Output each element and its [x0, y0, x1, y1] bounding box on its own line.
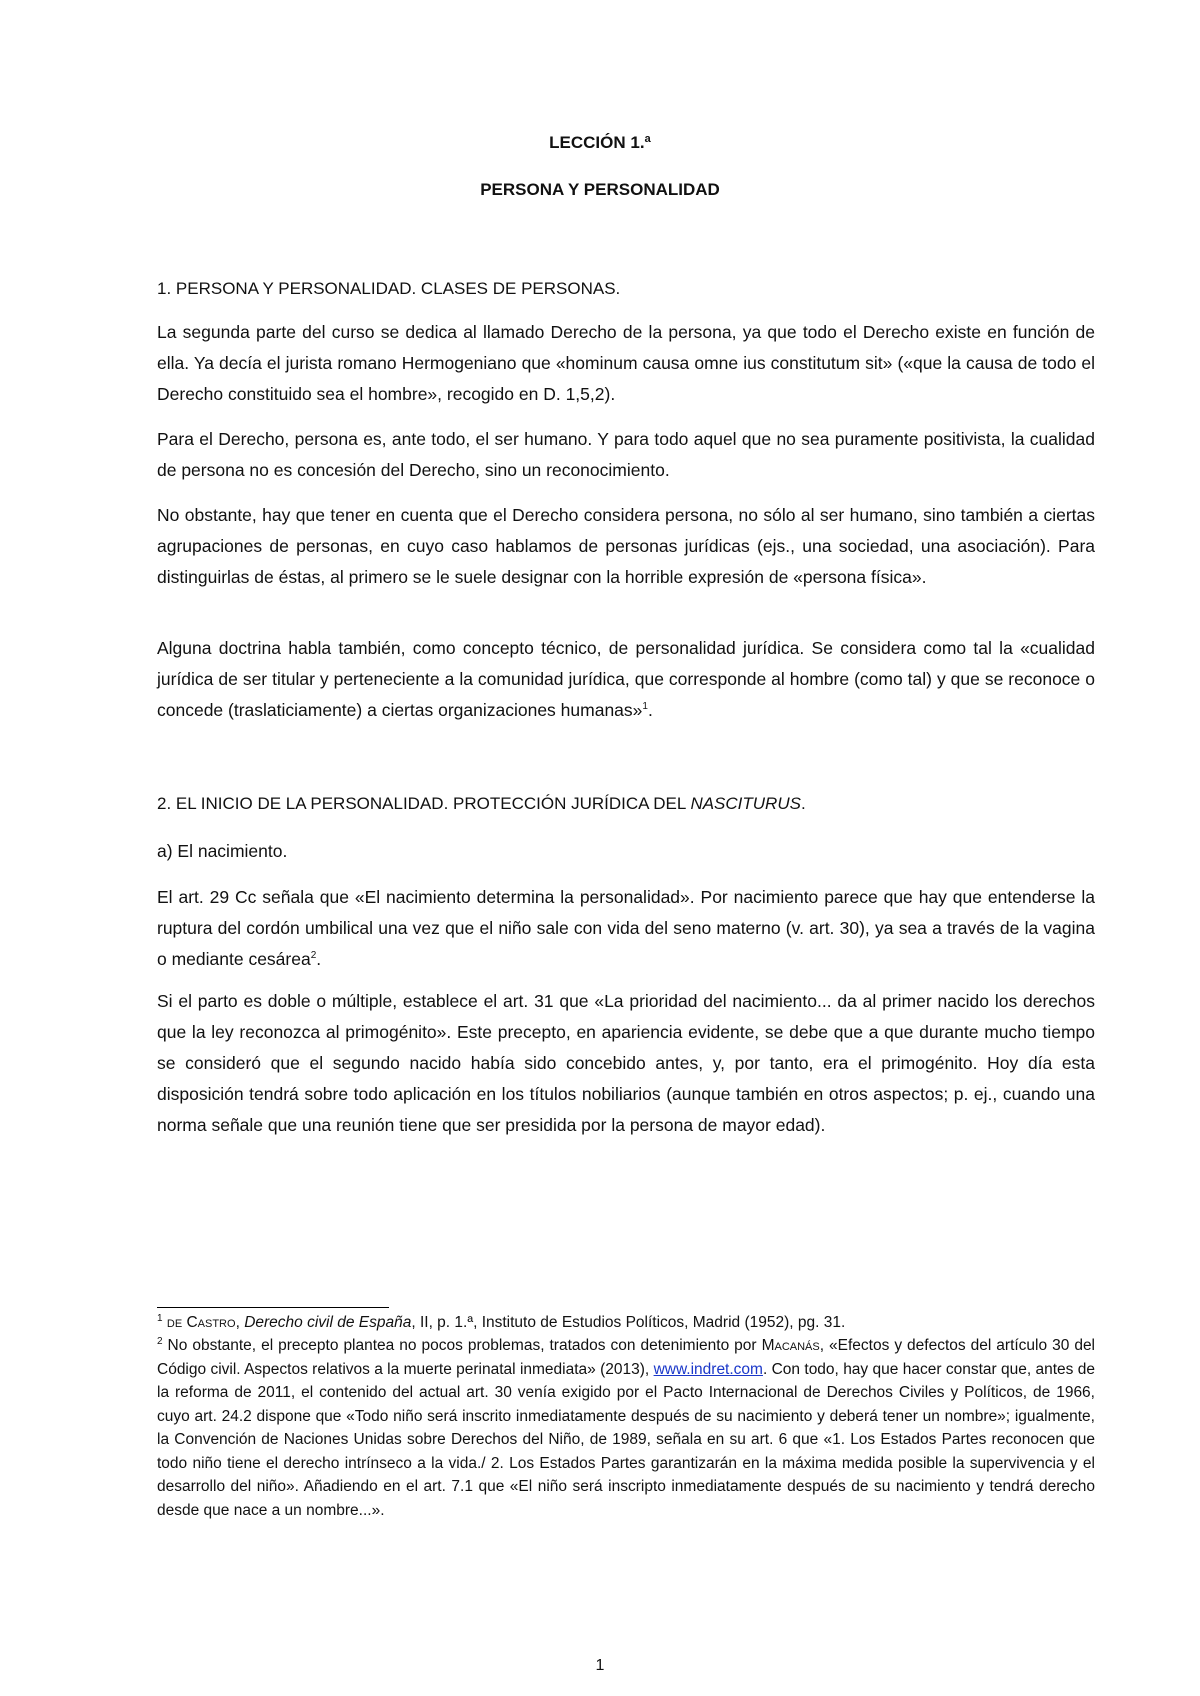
section2-paragraph-2: Si el parto es doble o múltiple, establece el art. 31 que «La prioridad del nacimiento... da al primer nacido los derechos que la ley reconozca al primogénito». Este precepto, en apariencia evidente, se debe que a que durante mucho tiempo se consideró que el segundo nacido había sido concebido antes, y, por tanto, era el primogénito. Hoy día esta disposición tendrá sobre todo aplicación en los títulos nobiliarios (aunque también en otros aspectos; p. ej., cuando una norma señale que una reunión tiene que ser presidida por la persona de mayor edad).: [157, 991, 1095, 1135]
footnote-1: [157, 1311, 1095, 1335]
footnote-1-number: 1: [157, 1312, 163, 1324]
footnote-separator: [157, 1307, 389, 1308]
section1-paragraph-4-text: Alguna doctrina habla también, como concepto técnico, de personalidad jurídica. Se considera como tal la «cualidad jurídica de ser titular y perteneciente a la comunidad jurídica, que corresponde al hombre (como tal) y que se reconoce o concede (traslaticiamente) a ciertas organizaciones humanas»: [157, 638, 1095, 720]
footnote-2-number: 2: [157, 1335, 163, 1347]
footnote-2-text-a: No obstante, el precepto plantea no pocos problemas, tratados con detenimiento por: [162, 1337, 762, 1354]
footnote-ref-1[interactable]: 1: [642, 701, 648, 713]
footnote-1-author: de Castro: [166, 1314, 236, 1331]
footnote-2-author: Macanás: [761, 1337, 820, 1354]
section1-paragraph-1: La segunda parte del curso se dedica al llamado Derecho de la persona, ya que todo el Derecho existe en función de ella. Ya decía el jurista romano Hermogeniano que «hominum causa omne ius constitutum sit» («que la causa de todo el Derecho constituido sea el hombre», recogido en D. 1,5,2).: [157, 322, 1095, 404]
section2-paragraph-1-text: El art. 29 Cc señala que «El nacimiento determina la personalidad». Por nacimiento parece que hay que entenderse la ruptura del cordón umbilical una vez que el niño sale con vida del seno materno (v. art. 30), ya sea a través de la vagina o mediante cesárea: [157, 887, 1095, 969]
footnote-1-sep: ,: [235, 1314, 245, 1331]
footnote-1-book: Derecho civil de España: [244, 1314, 412, 1331]
footnote-2-text-c: . Con todo, hay que hacer constar que, antes de la reforma de 2011, el contenido del actual art. 30 venía exigido por el Pacto Internacional de Derechos Civiles y Políticos, de 1966, cuyo art. 24.2 dispone que «Todo niño será inscrito inmediatamente después de su nacimiento y deberá tener un nombre»; igualmente, la Convención de Naciones Unidas sobre Derechos del Niño, de 1989, señala en su art. 6 que «1. Los Estados Partes reconocen que todo niño tiene el derecho intrínseco a la vida./ 2. Los Estados Partes garantizarán en la máxima medida posible la supervivencia y el desarrollo del niño». Añadiendo en el art. 7.1 que «El niño será inscripto inmediatamente después de su nacimiento y tendrá derecho desde que nace a un nombre...».: [157, 1360, 1095, 1519]
lesson-title: LECCIÓN 1.ª: [549, 133, 651, 152]
footnote-2: [157, 1334, 1095, 1522]
section2-paragraph-1: [157, 882, 1095, 975]
section2-subheading: a) El nacimiento.: [157, 841, 288, 861]
page-number: 1: [595, 1657, 605, 1674]
section2-heading-text: 2. EL INICIO DE LA PERSONALIDAD. PROTECCIÓN JURÍDICA DEL: [157, 794, 691, 813]
lesson-subtitle: PERSONA Y PERSONALIDAD: [480, 180, 720, 199]
section2-heading: [157, 794, 806, 814]
indret-link[interactable]: www.indret.com: [653, 1360, 763, 1378]
section1-paragraph-4-end: .: [647, 700, 653, 720]
section2-heading-italic: NASCITURUS: [690, 794, 801, 813]
footnote-ref-2[interactable]: 2: [310, 950, 317, 962]
section1-paragraph-3-text: No obstante, hay que tener en cuenta que el Derecho considera persona, no sólo al ser humano, sino también a ciertas agrupaciones de personas, en cuyo caso hablamos de personas jurídicas (ejs., una sociedad, una asociación). Para distinguirlas de éstas, al primero se le suele designar con la horrible expresión de «persona física».: [157, 505, 1095, 587]
section2-paragraph-1-end: .: [316, 949, 322, 969]
footnote-2-text-b: , «Efectos y defectos del artículo 30 del Código civil. Aspectos relativos a la muerte perinatal inmediata» (2013),: [157, 1337, 1096, 1378]
footnote-1-rest: , II, p. 1.ª, Instituto de Estudios Políticos, Madrid (1952), pg. 31.: [411, 1314, 846, 1331]
section1-heading: 1. PERSONA Y PERSONALIDAD. CLASES DE PERSONAS.: [157, 279, 621, 298]
section2-heading-end: .: [800, 794, 806, 813]
section1-paragraph-3: [157, 500, 1095, 593]
section1-paragraph-4: [157, 633, 1095, 726]
section1-paragraph-2: Para el Derecho, persona es, ante todo, el ser humano. Y para todo aquel que no sea puramente positivista, la cualidad de persona no es concesión del Derecho, sino un reconocimiento.: [157, 429, 1095, 480]
